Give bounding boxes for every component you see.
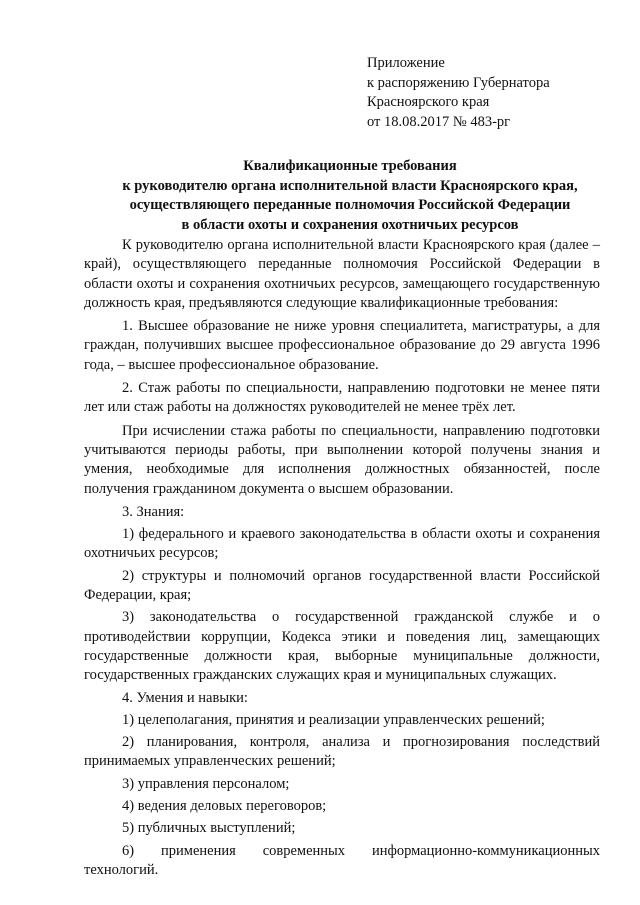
list-item: 3) управления персоналом; [122,775,290,792]
list-item: 3) законодательства о государственной гражданской службе и о противодействии коррупции, Кодекса этики и поведения лиц, замещающих государственные должности края, выборные муниципальные должности, государственных гражданских служащих края и муниципальных служащих. [84,609,600,684]
appendix-line: Приложение [367,55,445,71]
title-line: осуществляющего переданные полномочия Российской Федерации [129,197,571,213]
title-line: в области охоты и сохранения охотничьих ресурсов [181,216,519,233]
title-line: к руководителю органа исполнительной власти Красноярского края, [122,177,578,194]
list-item: 1) федерального и краевого законодательства в области охоты и сохранения охотничьих ресурсов; [84,526,600,562]
requirement-item: 2. Стаж работы по специальности, направлению подготовки не менее пяти лет или стаж работы на должностях руководителей не менее трёх лет. [84,380,600,416]
body-paragraph: При исчислении стажа работы по специальности, направлению подготовки учитываются периоды работы, при выполнении которой получены знания и умения, необходимые для исполнения должностных обязанностей, после получения гражданином документа о высшем образовании. [84,422,600,497]
list-item: 1) целеполагания, принятия и реализации управленческих решений; [122,711,545,728]
document-title [80,157,620,235]
appendix-line: к распоряжению Губернатора [367,74,550,91]
list-item: 5) публичных выступлений; [122,820,296,837]
list-item: 4) ведения деловых переговоров; [122,798,327,815]
appendix-date-number: от 18.08.2017 № 483-рг [367,113,511,130]
title-line: Квалификационные требования [243,158,457,174]
appendix-header [367,54,550,132]
intro-paragraph: К руководителю органа исполнительной власти Красноярского края (далее – край), осуществляющего переданные полномочия Российской Федерации в области охоты и сохранения охотничьих ресурсов, замещающего государственную должность края, предъявляются следующие квалификационные требования: [84,237,600,311]
section-heading: 4. Умения и навыки: [122,689,248,706]
document-body [84,236,600,883]
list-item: 6) применения современных информационно-коммуникационных технологий. [84,842,600,878]
appendix-line: Красноярского края [367,94,490,110]
section-heading: 3. Знания: [122,503,185,520]
list-item: 2) планирования, контроля, анализа и прогнозирования последствий принимаемых управленческих решений; [84,734,600,770]
list-item: 2) структуры и полномочий органов государственной власти Российской Федерации, края; [84,567,600,604]
requirement-item: 1. Высшее образование не ниже уровня специалитета, магистратуры, а для граждан, получивших высшее профессиональное образование до 29 августа 1996 года, – высшее профессиональное образование. [84,318,600,373]
